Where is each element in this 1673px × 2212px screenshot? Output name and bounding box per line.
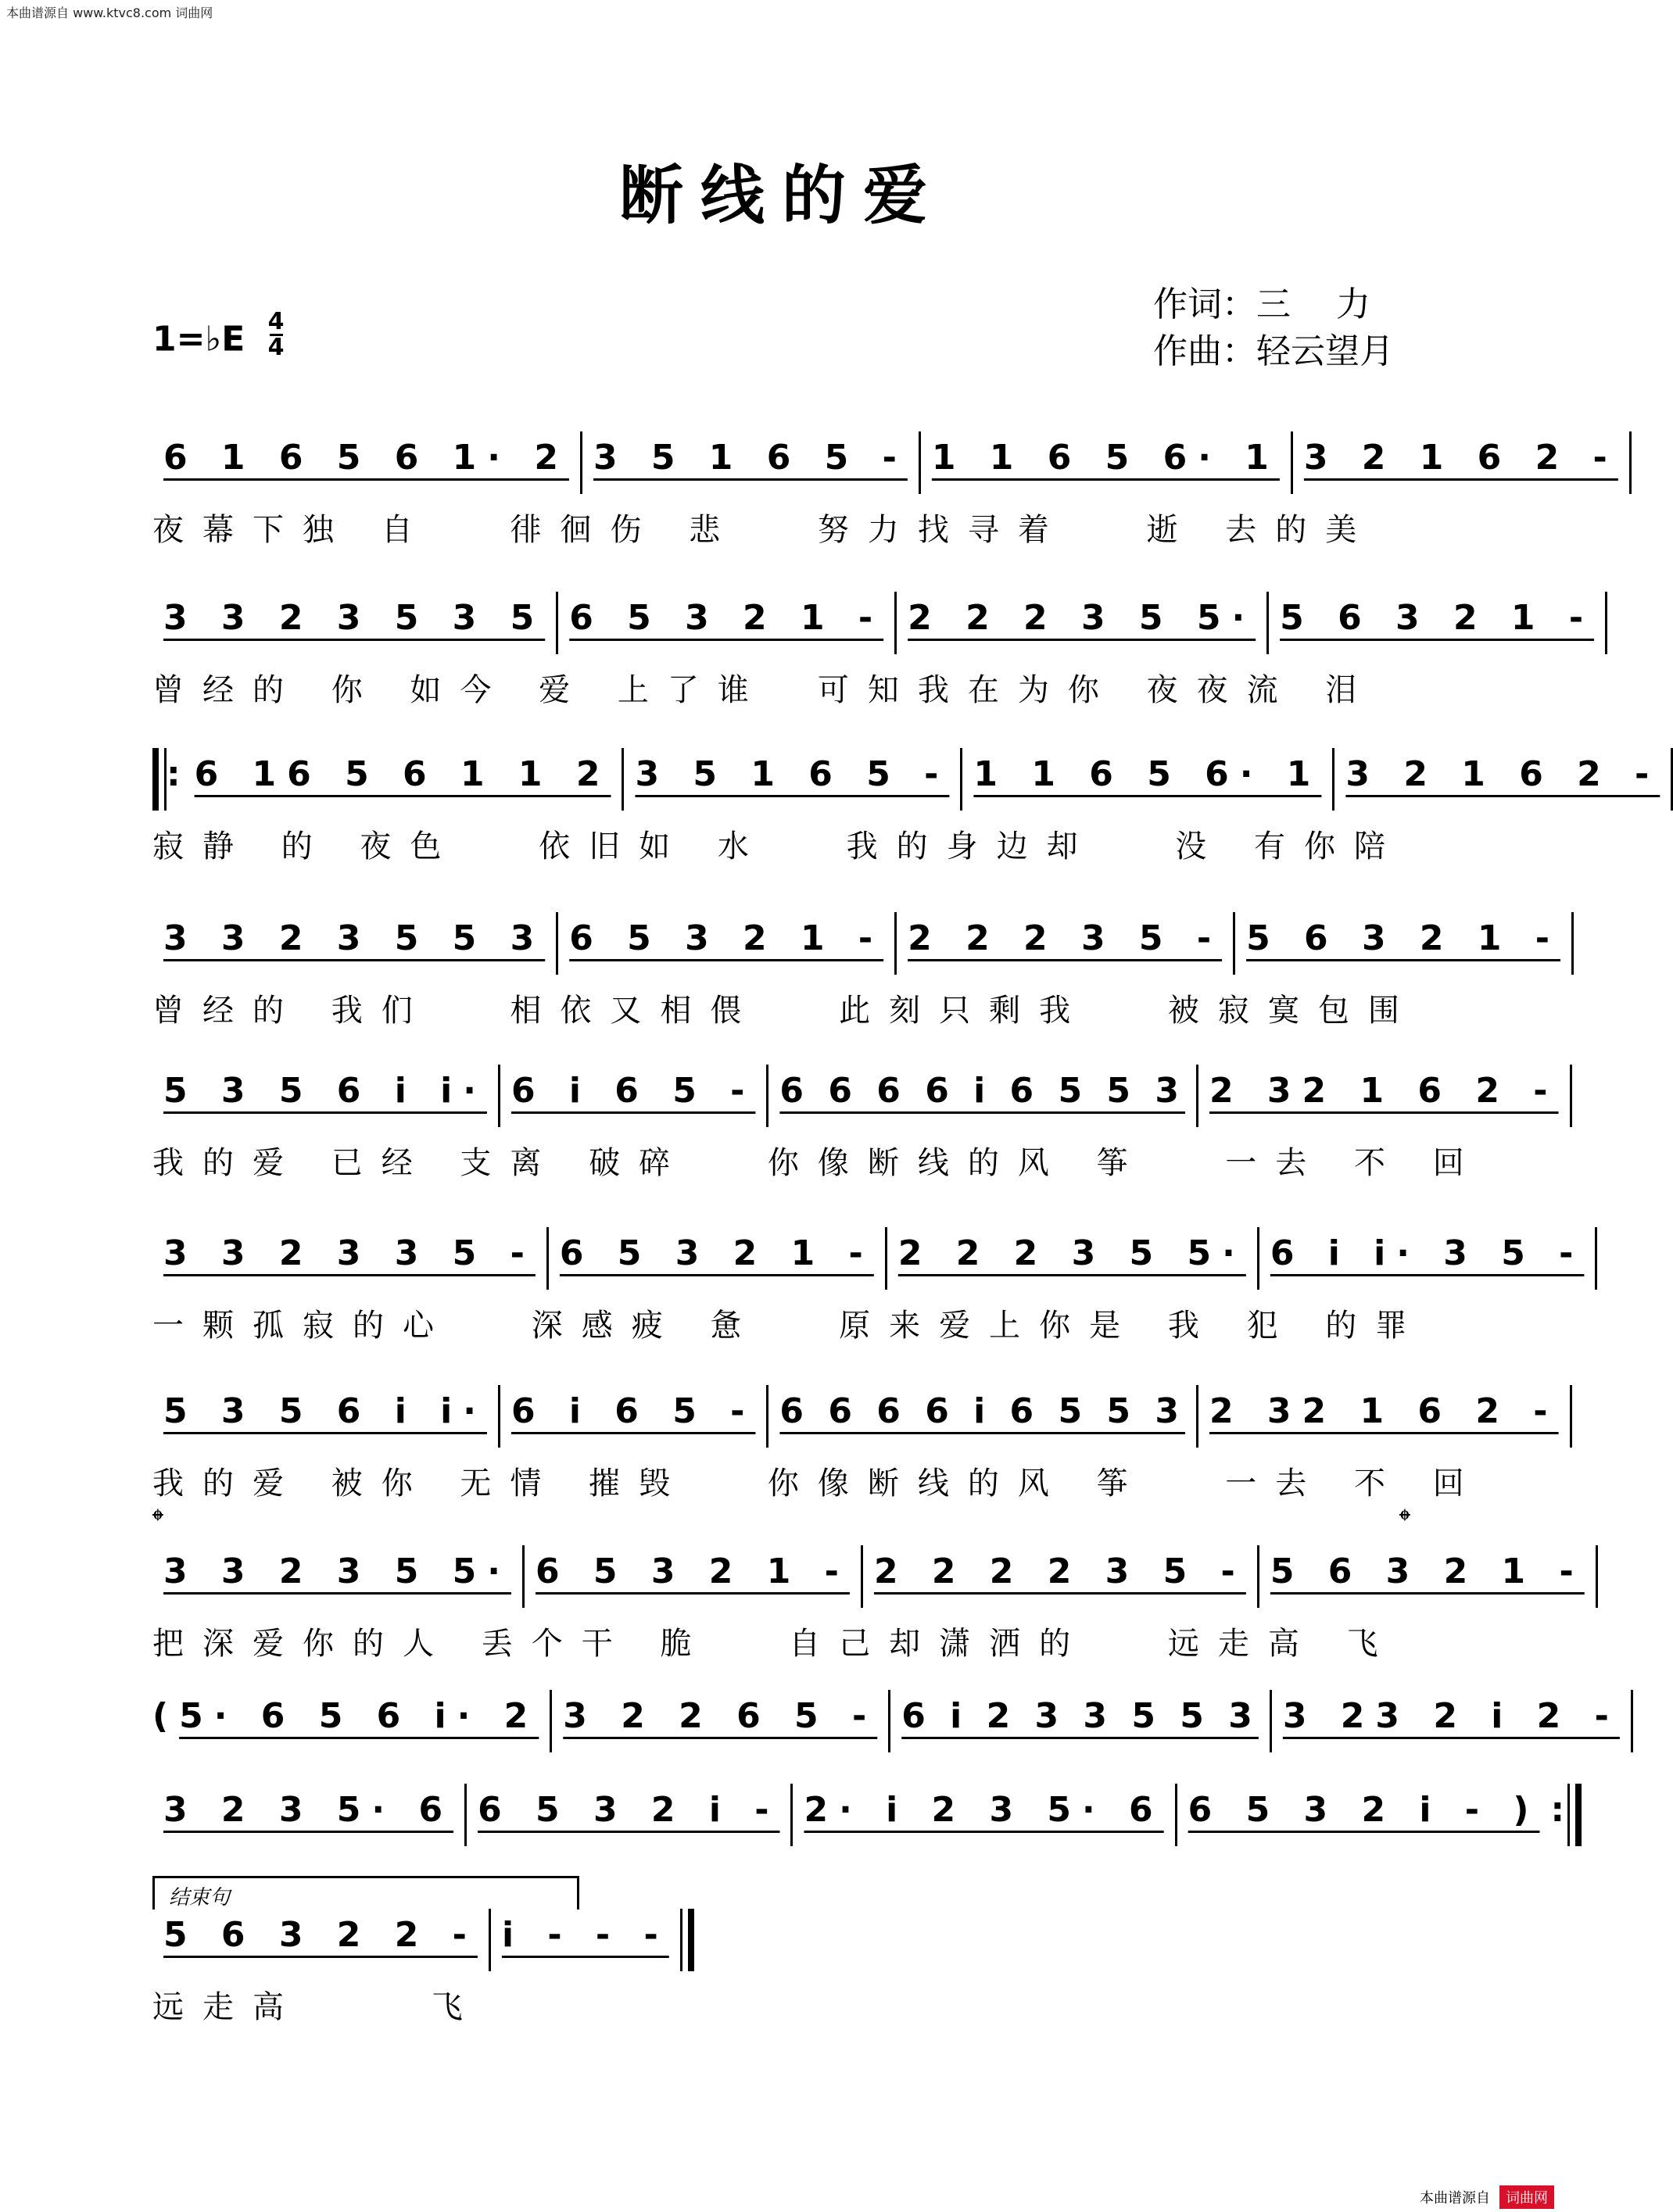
time-denominator: 4 — [267, 334, 285, 361]
time-signature — [268, 310, 285, 360]
measure: 2 32 1 6 2 - — [1209, 1071, 1559, 1111]
measure: 6 5 3 2 1 - — [559, 1233, 874, 1273]
notes-row — [152, 1071, 1559, 1126]
barline — [1570, 1065, 1572, 1127]
notes-row — [152, 1696, 1620, 1751]
lyrics-line: 我的爱 被你 无情 摧毁 你像断线的风 筝 一去 不 回 — [152, 1466, 1483, 1502]
measure: 5 6 3 2 1 - — [1280, 598, 1595, 638]
barline — [1596, 1545, 1598, 1608]
measure: 3 2 3 5· 6 — [163, 1790, 454, 1830]
notes-row — [152, 1915, 669, 1970]
watermark-logo: 词曲网 — [1499, 2185, 1554, 2209]
repeat-start-barline — [152, 748, 167, 811]
notes-row — [152, 918, 1561, 973]
lyricist: 作词：三 力 — [1153, 285, 1370, 324]
notes-row — [152, 754, 1660, 809]
measure: 3 23 2 i 2 - — [1282, 1696, 1620, 1736]
measure: 1 1 6 5 6· 1 — [931, 438, 1280, 478]
measure: 6 5 3 2 1 - — [569, 918, 884, 958]
measure: i - - - — [501, 1915, 669, 1955]
measure: 3 3 2 3 3 5 - — [163, 1233, 536, 1273]
measure: 2 2 2 2 3 5 - — [873, 1552, 1246, 1591]
measure: 5 3 5 6 i i· — [163, 1071, 487, 1111]
repeat-dots: : — [167, 754, 181, 794]
measure: 2 2 2 3 5 5· — [908, 598, 1256, 638]
measure: 6 i 6 5 - — [510, 1391, 756, 1431]
measure: 2 2 2 3 5 - — [908, 918, 1223, 958]
barline — [1571, 912, 1574, 975]
coda-sign-icon: 𝄌 — [1399, 1503, 1410, 1539]
measure: 2 2 2 3 5 5· — [897, 1233, 1246, 1273]
measure: 3 3 2 3 5 5· — [163, 1552, 511, 1591]
measure: 5 6 3 2 1 - — [1246, 918, 1561, 958]
measure: 2 32 1 6 2 - — [1209, 1391, 1559, 1431]
measure: 1 1 6 5 6· 1 — [973, 754, 1322, 794]
notes-row — [152, 1233, 1585, 1288]
lyrics-line: 一颗孤寂的心 深感疲 惫 原来爱上你是 我 犯 的罪 — [152, 1308, 1426, 1344]
measure: 6 5 3 2 1 - — [536, 1552, 850, 1591]
measure: 6 i i· 3 5 - — [1270, 1233, 1585, 1273]
lyrics-line: 把深爱你的人 丢个干 脆 自己却潇洒的 远走高 飞 — [152, 1626, 1397, 1662]
measure: 3 2 1 6 2 - — [1345, 754, 1660, 794]
barline — [1605, 592, 1607, 654]
barline — [1631, 1690, 1633, 1752]
measure: 3 2 1 6 2 - — [1303, 438, 1618, 478]
song-title: 断线的爱 — [618, 158, 944, 233]
measure: 3 2 2 6 5 - — [563, 1696, 878, 1736]
ending-bracket — [152, 1876, 579, 1910]
measure: 6 i 2 3 3 5 5 3 — [901, 1696, 1259, 1736]
repeat-dots: : — [1550, 1790, 1565, 1830]
measure: 3 5 1 6 5 - — [635, 754, 950, 794]
measure: 6 5 3 2 i - ) — [1188, 1790, 1540, 1830]
repeat-end-barline — [1567, 1784, 1582, 1846]
lyrics-line: 寂静 的 夜色 依旧如 水 我的身边却 没 有你陪 — [152, 829, 1405, 864]
measure: 3 5 1 6 5 - — [593, 438, 908, 478]
key-label: 1=♭E — [152, 319, 245, 360]
header-note: 本曲谱源自 www.ktvc8.com 词曲网 — [6, 5, 213, 20]
open-paren: ( — [152, 1696, 169, 1736]
measure: 5· 6 5 6 i· 2 — [179, 1696, 539, 1736]
notes-row — [152, 1391, 1559, 1446]
notes-row — [152, 438, 1618, 492]
key-signature — [152, 308, 285, 366]
measure: 6 5 3 2 1 - — [569, 598, 884, 638]
barline — [1570, 1385, 1572, 1448]
measure: 6 5 3 2 i - — [478, 1790, 780, 1830]
watermark — [1420, 2185, 1554, 2209]
time-numerator: 4 — [267, 308, 285, 335]
credits — [1153, 281, 1394, 375]
composer: 作曲：轻云望月 — [1153, 331, 1394, 371]
lyrics-line: 远走高 飞 — [152, 1989, 482, 2025]
lyrics-line: 曾经的 我们 相依又相偎 此刻只剩我 被寂寞包围 — [152, 993, 1418, 1029]
measure: 6 16 5 6 1 1 2 — [194, 754, 611, 794]
barline — [1595, 1227, 1597, 1290]
measure: 3 3 2 3 5 5 3 — [163, 918, 546, 958]
watermark-left: 本曲谱源自 — [1420, 2190, 1490, 2207]
notes-row — [152, 598, 1595, 653]
measure: 5 6 3 2 1 - — [1270, 1552, 1585, 1591]
measure: 6 6 6 6 i 6 5 5 3 — [779, 1071, 1185, 1111]
measure: 5 3 5 6 i i· — [163, 1391, 487, 1431]
barline — [1629, 431, 1632, 494]
measure: 6 6 6 6 i 6 5 5 3 — [779, 1391, 1185, 1431]
ending-label: 结束句 — [169, 1886, 231, 1910]
lyrics-line: 我的爱 已经 支离 破碎 你像断线的风 筝 一去 不 回 — [152, 1145, 1483, 1181]
measure: 5 6 3 2 2 - — [163, 1915, 478, 1955]
notes-row — [152, 1790, 1565, 1845]
measure: 2· i 2 3 5· 6 — [804, 1790, 1164, 1830]
measure: 3 3 2 3 5 3 5 — [163, 598, 546, 638]
measure: 6 1 6 5 6 1· 2 — [163, 438, 569, 478]
coda-sign-icon: 𝄌 — [152, 1503, 163, 1539]
notes-row — [152, 1552, 1585, 1606]
final-barline — [680, 1909, 694, 1971]
measure: 6 i 6 5 - — [510, 1071, 756, 1111]
lyrics-line: 曾经的 你 如今 爱 上了谁 可知我在为你 夜夜流 泪 — [152, 672, 1376, 708]
lyrics-line: 夜幕下独 自 徘徊伤 悲 努力找寻着 逝 去的美 — [152, 512, 1376, 548]
